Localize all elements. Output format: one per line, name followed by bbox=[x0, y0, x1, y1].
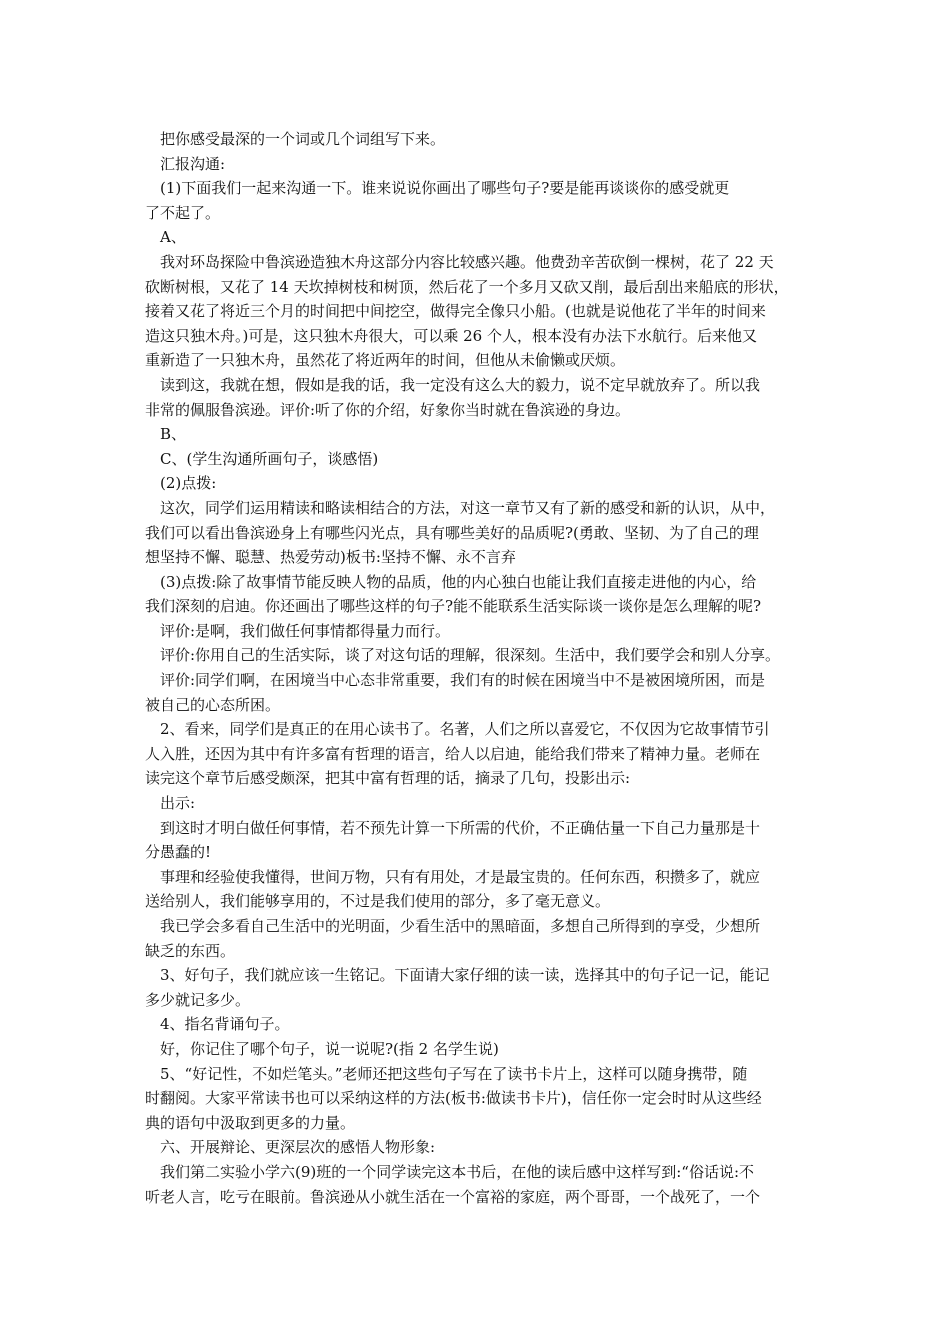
text-line: 把你感受最深的一个词或几个词组写下来。 bbox=[160, 130, 446, 148]
text-line: 事理和经验使我懂得，世间万物，只有有用处，才是最宝贵的。任何东西，积攒多了，就应 bbox=[160, 867, 761, 886]
text-line: 人入胜，还因为其中有许多富有哲理的语言，给人以启迪，能给我们带来了精神力量。老师在 bbox=[145, 744, 761, 763]
paragraph bbox=[145, 1012, 815, 1037]
paragraph bbox=[145, 1135, 815, 1160]
text-line: 评价:是啊，我们做任何事情都得量力而行。 bbox=[160, 621, 451, 640]
paragraph bbox=[145, 471, 815, 496]
text-line: 六、开展辩论、更深层次的感悟人物形象: bbox=[160, 1138, 436, 1157]
paragraph bbox=[145, 447, 815, 472]
text-line: 非常的佩服鲁滨逊。评价:听了你的介绍，好象你当时就在鲁滨逊的身边。 bbox=[145, 400, 631, 419]
text-line: 典的语句中汲取到更多的力量。 bbox=[145, 1113, 356, 1132]
paragraph bbox=[145, 816, 815, 865]
paragraph bbox=[145, 643, 815, 668]
paragraph bbox=[145, 717, 815, 791]
text-line: 2、看来，同学们是真正的在用心读书了。名著，人们之所以喜爱它，不仅因为它故事情节引 bbox=[160, 720, 770, 739]
text-line: 到这时才明白做任何事情，若不预先计算一下所需的代价，不正确估量一下自己力量那是十 bbox=[160, 818, 761, 837]
paragraph bbox=[145, 1160, 815, 1209]
paragraph bbox=[145, 570, 815, 619]
paragraph bbox=[145, 791, 815, 816]
text-line: 重新造了一只独木舟，虽然花了将近两年的时间，但他从未偷懒或厌烦。 bbox=[145, 351, 626, 370]
text-line: 时翻阅。大家平常读书也可以采纳这样的方法(板书:做读书卡片)，信任你一定会时时从这些经 bbox=[145, 1089, 762, 1108]
paragraph bbox=[145, 865, 815, 914]
paragraph bbox=[145, 1062, 815, 1136]
text-line: 这次，同学们运用精读和略读相结合的方法，对这一章节又有了新的感受和新的认识，从中， bbox=[160, 498, 776, 517]
paragraph bbox=[145, 963, 815, 1012]
text-line: 4、指名背诵句子。 bbox=[160, 1015, 290, 1034]
text-line: 听老人言，吃亏在眼前。鲁滨逊从小就生活在一个富裕的家庭，两个哥哥，一个战死了，一个 bbox=[145, 1187, 761, 1206]
text-line: 被自己的心态所困。 bbox=[145, 695, 281, 714]
text-line: 我们第二实验小学六(9)班的一个同学读完这本书后，在他的读后感中这样写到:“俗话说:不 bbox=[160, 1162, 755, 1181]
text-line: (2)点拨: bbox=[160, 474, 217, 493]
text-line: 了不起了。 bbox=[145, 203, 221, 222]
paragraph bbox=[145, 619, 815, 644]
text-line: 我已学会多看自己生活中的光明面，少看生活中的黑暗面，多想自己所得到的享受，少想所 bbox=[160, 917, 761, 935]
text-line: 汇报沟通: bbox=[160, 154, 226, 173]
text-line: 分愚蠢的! bbox=[145, 843, 212, 862]
paragraph bbox=[145, 176, 815, 225]
paragraph bbox=[145, 914, 815, 963]
paragraph bbox=[145, 225, 815, 250]
text-line: 送给别人，我们能够享用的，不过是我们使用的部分，多了毫无意义。 bbox=[145, 892, 611, 911]
text-line: 出示: bbox=[160, 794, 196, 813]
text-line: 读完这个章节后感受颇深，把其中富有哲理的话，摘录了几句，投影出示: bbox=[145, 769, 631, 788]
text-line: 好，你记住了哪个句子，说一说呢?(指 2 名学生说) bbox=[160, 1039, 499, 1058]
text-line: 造这只独木舟。)可是，这只独木舟很大，可以乘 26 个人，根本没有办法下水航行。后来他又 bbox=[145, 326, 757, 345]
text-line: 读到这，我就在想，假如是我的话，我一定没有这么大的毅力，说不定早就放弃了。所以我 bbox=[160, 375, 761, 394]
text-line: B、 bbox=[160, 425, 187, 444]
text-line: 接着又花了将近三个月的时间把中间挖空，做得完全像只小船。(也就是说他花了半年的时间来 bbox=[145, 302, 766, 321]
text-line: 我对环岛探险中鲁滨逊造独木舟这部分内容比较感兴趣。他费劲辛苦砍倒一棵树，花了 22 天 bbox=[160, 252, 774, 271]
text-line: 评价:同学们啊，在困境当中心态非常重要，我们有的时候在困境当中不是被困境所困，而是 bbox=[160, 671, 766, 690]
paragraph bbox=[145, 1037, 815, 1062]
paragraph bbox=[145, 373, 815, 422]
text-line: 砍断树根，又花了 14 天坎掉树枝和树顶，然后花了一个多月又砍又削，最后刮出来船底的形状， bbox=[145, 277, 789, 296]
document-body bbox=[145, 127, 815, 1209]
text-line: A、 bbox=[160, 228, 186, 247]
paragraph bbox=[145, 496, 815, 570]
paragraph bbox=[145, 152, 815, 177]
text-line: 5、“好记性，不如烂笔头。”老师还把这些句子写在了读书卡片上，这样可以随身携带，随 bbox=[160, 1064, 748, 1083]
text-line: 我们可以看出鲁滨逊身上有哪些闪光点，具有哪些美好的品质呢?(勇敢、坚韧、为了自己的理 bbox=[145, 523, 759, 542]
text-line: C、(学生沟通所画句子，谈感悟) bbox=[160, 449, 379, 468]
text-line: 评价:你用自己的生活实际，谈了对这句话的理解，很深刻。生活中，我们要学会和别人分享。 bbox=[160, 646, 781, 665]
text-line: 我们深刻的启迪。你还画出了哪些这样的句子?能不能联系生活实际谈一谈你是怎么理解的呢? bbox=[145, 597, 762, 616]
paragraph bbox=[145, 422, 815, 447]
text-line: (3)点拨:除了故事情节能反映人物的品质，他的内心独白也能让我们直接走进他的内心，给 bbox=[160, 572, 757, 591]
text-line: 缺乏的东西。 bbox=[145, 941, 236, 960]
text-line: 想坚持不懈、聪慧、热爱劳动)板书:坚持不懈、永不言弃 bbox=[145, 548, 516, 567]
paragraph bbox=[145, 127, 815, 152]
text-line: 多少就记多少。 bbox=[145, 990, 251, 1009]
text-line: (1)下面我们一起来沟通一下。谁来说说你画出了哪些句子?要是能再谈谈你的感受就更 bbox=[160, 179, 730, 198]
paragraph bbox=[145, 250, 815, 373]
text-line: 3、好句子，我们就应该一生铭记。下面请大家仔细的读一读，选择其中的句子记一记，能记 bbox=[160, 966, 770, 985]
paragraph bbox=[145, 668, 815, 717]
